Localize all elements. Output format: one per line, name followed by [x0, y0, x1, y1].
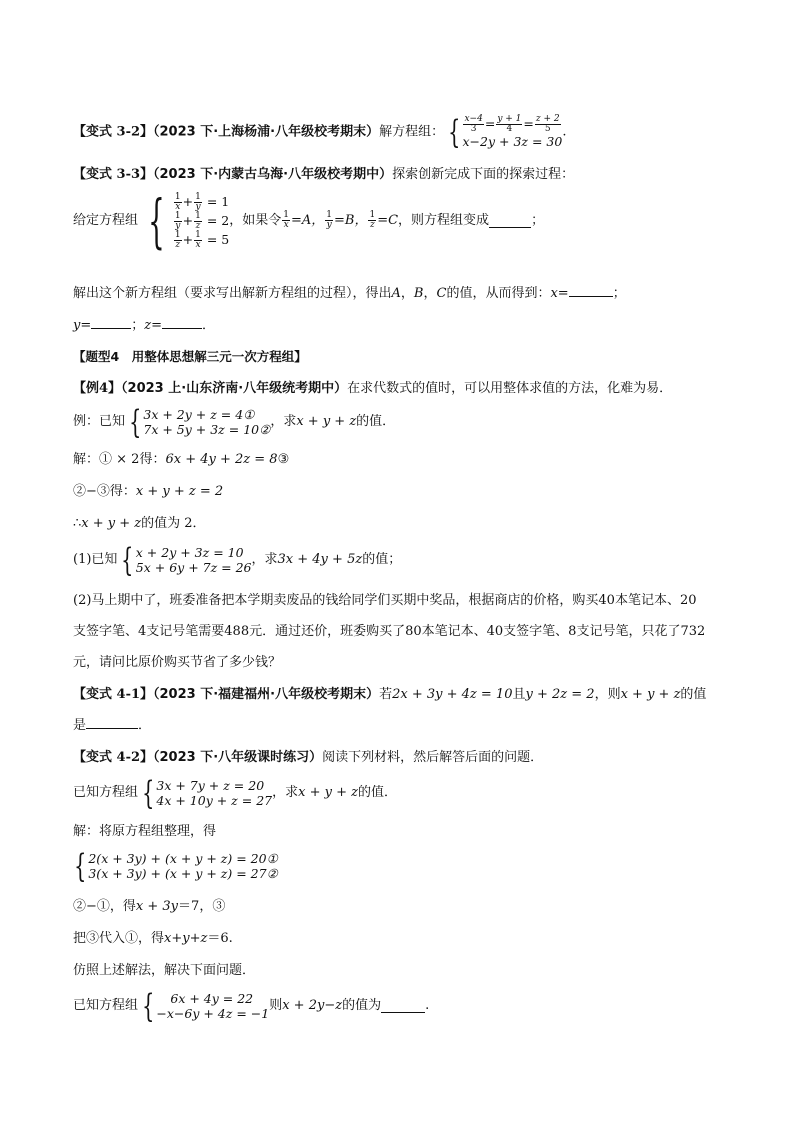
equation-system: 2(x + 3y) + (x + y + z) = 20① 3(x + 3y) + (x + y + z) = 27②	[88, 851, 278, 881]
example-suffix2: 的值．	[356, 414, 396, 429]
system-brace: {	[74, 847, 87, 885]
variant-label: 【变式 4-1】	[73, 687, 154, 702]
variant-text: 探索创新完成下面的探索过程：	[392, 167, 575, 182]
yz-line: y= ；z= ．	[73, 318, 216, 333]
step-text: 得：	[109, 484, 136, 499]
solve-text-b: 的值，从而得到：	[446, 286, 551, 301]
variant-text: 解方程组：	[379, 124, 445, 140]
step-text: 得：	[139, 452, 166, 467]
question-2-line-1: (2)马上期中了，班委准备把本学期卖废品的钱给同学们买期中奖品，根据商店的价格，购买40本笔记本、20	[73, 593, 697, 608]
q1-suffix: ，求	[251, 552, 278, 567]
source-note: （2023 上·山东济南·八年级统考期中）	[121, 381, 348, 396]
solution-step-2: ②−③得：x + y + z = 2	[73, 484, 224, 499]
known-suffix: ，求	[272, 785, 299, 800]
z-blank[interactable]	[162, 316, 202, 329]
system-brace: {	[148, 187, 165, 255]
q1-suffix2: 的值；	[362, 552, 402, 567]
variant-3-2: 【变式 3-2】（2023 下·上海杨浦·八年级校考期末）解方程组： { $\frac{x-4}{3}$ = $\frac{y + 1}{4}$ = $\frac{z + 2}{5}$ x−2y + 3z = 30 .	[73, 113, 567, 151]
y-blank[interactable]	[91, 316, 131, 329]
answer-blank[interactable]	[86, 716, 138, 729]
variant-label: 【变式 4-2】	[73, 750, 154, 765]
known-prefix: 已知方程组	[73, 785, 139, 800]
example-text: 在求代数式的值时，可以用整体求值的方法，化难为易．	[347, 381, 673, 396]
equation-system: x + 2y + 3z = 10 5x + 6y + 7z = 26	[135, 545, 252, 575]
example-prefix: 例：已知	[73, 414, 126, 429]
text-a: 若	[379, 687, 393, 702]
variant-label: 【变式 3-2】	[73, 124, 154, 140]
equation-system: 6x + 4y = 22 −x−6y + 4z = −1	[156, 991, 270, 1021]
step-b: ，③	[199, 899, 226, 914]
variant-4-1: 【变式 4-1】（2023 下·福建福州·八年级校考期末）若2x + 3y + 4z = 10且y + 2z = 2，则x + y + z的值	[73, 687, 707, 702]
answer-blank[interactable]	[489, 215, 531, 228]
variant-4-2	[73, 749, 543, 767]
sub-text: 把③代入①，得	[73, 931, 165, 946]
source-note: （2023 下·上海杨浦·八年级校考期末）	[153, 124, 380, 140]
source-note: （2023 下·福建福州·八年级校考期末）	[153, 687, 380, 702]
equation-system: $\frac{1}{x}$ + $\frac{1}{y}$ = 1 $\frac{1}{y}$ + $\frac{1}{z}$ = 2 $\frac{1}{z}$ + $\frac{1}{x}$ = 5	[174, 191, 230, 250]
answer-blank[interactable]	[381, 1000, 425, 1013]
text-b: 且	[512, 687, 526, 702]
variant-3-3	[73, 166, 574, 184]
given-text: 给定方程组	[73, 213, 139, 228]
system-brace: {	[142, 987, 155, 1025]
q1-prefix: (1)已知	[73, 552, 118, 567]
last-mid: 则	[269, 998, 283, 1013]
rearranged-system	[70, 847, 278, 885]
last-prefix: 已知方程组	[73, 998, 139, 1013]
source-note: （2023 下·内蒙古乌海·八年级校考期中）	[153, 167, 393, 182]
text-c: ，则	[594, 687, 621, 702]
solve-prefix: 解：	[73, 452, 100, 467]
system-brace: {	[142, 774, 155, 812]
substitution-text: ，如果令	[229, 213, 282, 228]
section-heading: 【题型4 用整体思想解三元一次方程组】	[73, 349, 307, 364]
becomes-text: ，则方程组变成	[398, 213, 490, 228]
example-suffix: ，求	[270, 414, 297, 429]
variant-text: 阅读下列材料，然后解答后面的问题．	[322, 750, 544, 765]
x-blank[interactable]	[569, 284, 613, 297]
system-brace: {	[121, 541, 134, 579]
given-system-line: 给定方程组 { $\frac{1}{x}$ + $\frac{1}{y}$ = 1 $\frac{1}{y}$ + $\frac{1}{z}$ = 2 $\frac{1}{z}$ + $\frac{1}{x}$ = 5 ，如果令 $\frac{1}{x}$ =A， $\frac{1}{y}$ =B， $\frac{1}{z}$ =C，则方程组变成 ；	[73, 187, 545, 255]
x-label: x=	[550, 286, 569, 301]
equation-system: $\frac{x-4}{3}$ = $\frac{y + 1}{4}$ = $\frac{z + 2}{5}$ x−2y + 3z = 30	[462, 114, 563, 149]
example-4	[73, 380, 672, 398]
example-given-line: 例：已知 { 3x + 2y + z = 4① 7x + 5y + 3z = 10② ，求x + y + z的值．	[73, 403, 396, 441]
conclusion-text: 的值为 2．	[141, 516, 206, 531]
imitate-text: 仿照上述解法，解决下面问题．	[73, 963, 256, 978]
variant-4-1-cont: 是 ．	[73, 718, 152, 733]
solve-line: 解出这个新方程组（要求写出解新方程组的过程），得出A，B，C的值，从而得到：x= ；	[73, 286, 626, 301]
equation-system: 3x + 2y + z = 4① 7x + 5y + 3z = 10②	[143, 407, 271, 437]
system-brace: {	[129, 403, 142, 441]
solution-conclusion: ∴x + y + z的值为 2．	[73, 516, 206, 531]
solution-step-1: 解：① × 2得：6x + 4y + 2z = 8③	[73, 452, 290, 467]
text-e: 是	[73, 718, 87, 733]
step-text: ，得	[109, 899, 136, 914]
last-suffix: 的值为	[342, 998, 382, 1013]
substitution-values: $\frac{1}{x}$ =A， $\frac{1}{y}$ =B， $\frac{1}{z}$ =C	[283, 210, 399, 230]
question-2-line-3: 元，请问比原价购买节省了多少钱？	[73, 655, 282, 670]
variant-label: 【变式 3-3】	[73, 167, 154, 182]
substitute-line: 把③代入①，得x+y+z＝6.	[73, 931, 233, 946]
question-1: (1)已知 { x + 2y + 3z = 10 5x + 6y + 7z = 26 ，求3x + 4y + 5z的值；	[73, 541, 402, 579]
y-label: y=	[73, 318, 92, 333]
rearrange-text: 解：将原方程组整理，得	[73, 824, 217, 839]
solve-text: 解出这个新方程组（要求写出解新方程组的过程），得出	[73, 286, 392, 301]
step-line: ②−①，得x + 3y＝7，③	[73, 899, 226, 914]
source-note: （2023 下·八年级课时练习）	[153, 750, 323, 765]
last-system-line: 已知方程组 { 6x + 4y = 22 −x−6y + 4z = −1 则x + 2y−z的值为 .	[73, 987, 430, 1025]
equation-system: 3x + 7y + z = 20 4x + 10y + z = 27	[156, 778, 273, 808]
question-2-line-2: 支签字笔、4支记号笔需要488元．通过还价，班委购买了80本笔记本、40支签字笔、8支记号笔，只花了732	[73, 624, 706, 639]
therefore-sign: ∴	[73, 516, 82, 531]
known-suffix2: 的值．	[357, 785, 397, 800]
system-brace: {	[448, 113, 461, 151]
z-label: z=	[144, 318, 163, 333]
text-d: 的值	[680, 687, 707, 702]
example-label: 【例4】	[73, 381, 122, 396]
known-system-line: 已知方程组 { 3x + 7y + z = 20 4x + 10y + z = 27 ，求x + y + z的值．	[73, 774, 397, 812]
